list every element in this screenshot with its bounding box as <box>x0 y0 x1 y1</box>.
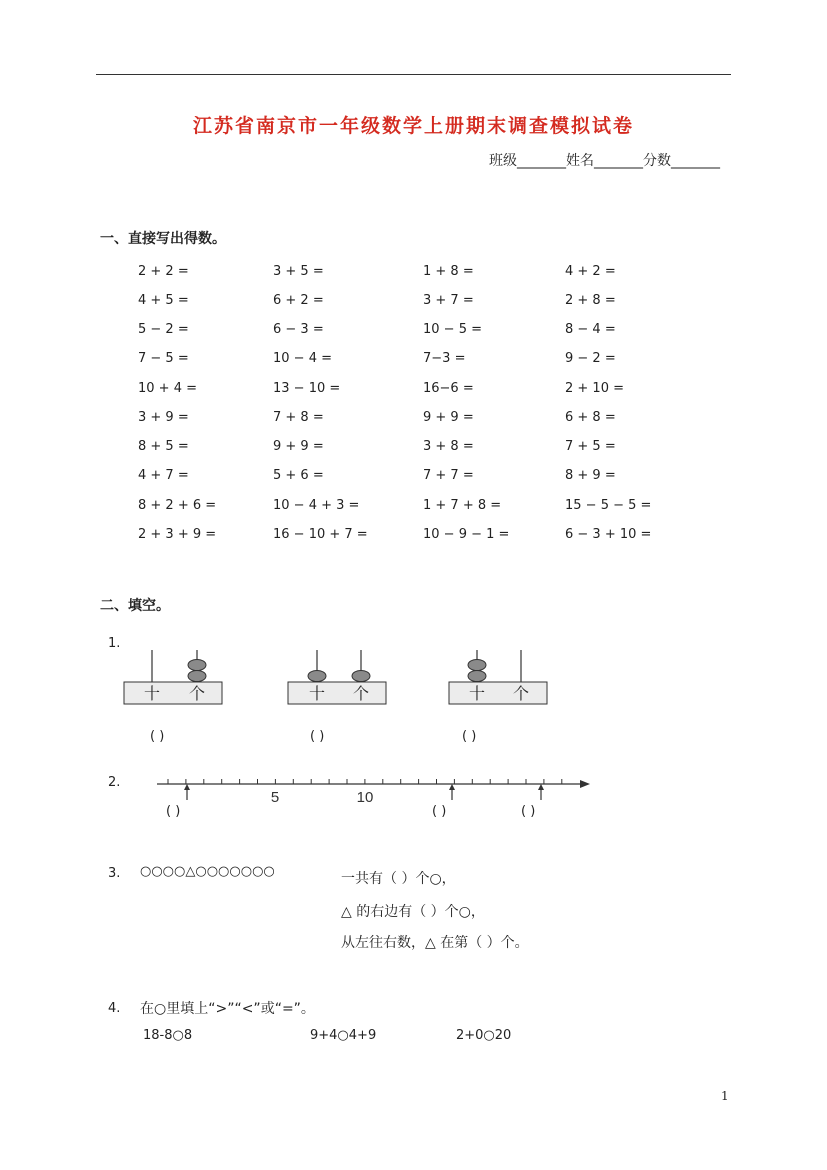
equation-r6-c2: 7 + 8 = <box>273 410 324 425</box>
ones-label: 个 <box>512 684 530 703</box>
equation-r2-c2: 6 + 2 = <box>273 293 324 308</box>
equation-r9-c1: 8 + 2 + 6 = <box>138 498 217 513</box>
ones-label: 个 <box>352 684 370 703</box>
equation-r4-c1: 7 − 5 = <box>138 351 189 366</box>
equation-r5-c1: 10 + 4 = <box>138 381 197 396</box>
tick-label-5: 5 <box>270 789 280 806</box>
equation-r4-c3: 7−3 = <box>423 351 466 366</box>
equation-r2-c3: 3 + 7 = <box>423 293 474 308</box>
equation-r3-c2: 6 − 3 = <box>273 322 324 337</box>
tick-label-10: 10 <box>356 789 374 806</box>
equation-r3-c3: 10 − 5 = <box>423 322 482 337</box>
equation-r6-c3: 9 + 9 = <box>423 410 474 425</box>
compare-item-3: 2+0○20 <box>456 1028 512 1043</box>
equation-r10-c2: 16 − 10 + 7 = <box>273 527 368 542</box>
tens-bead <box>308 671 326 682</box>
abacus-answer-1: ( ) <box>150 729 165 744</box>
equation-r8-c3: 7 + 7 = <box>423 468 474 483</box>
equation-r5-c4: 2 + 10 = <box>565 381 624 396</box>
abacus-base <box>124 682 222 704</box>
q2-number: 2. <box>108 775 121 790</box>
q3-line-3: 从左往右数，△ 在第（ ）个。 <box>341 935 529 951</box>
compare-item-1: 18-8○8 <box>143 1028 193 1043</box>
student-info-line: 班级_______姓名_______分数_______ <box>489 153 720 169</box>
equation-r2-c4: 2 + 8 = <box>565 293 616 308</box>
equation-r2-c1: 4 + 5 = <box>138 293 189 308</box>
numberline-blank-1: ( ) <box>166 804 181 819</box>
number-line <box>0 760 827 830</box>
arrow-marker-3 <box>538 784 544 800</box>
header-rule <box>96 74 731 75</box>
equation-r6-c4: 6 + 8 = <box>565 410 616 425</box>
section1-heading: 一、直接写出得数。 <box>100 231 226 247</box>
equation-r8-c1: 4 + 7 = <box>138 468 189 483</box>
equation-r10-c1: 2 + 3 + 9 = <box>138 527 217 542</box>
numberline-blank-3: ( ) <box>521 804 536 819</box>
tens-bead <box>468 660 486 671</box>
ones-bead <box>188 660 206 671</box>
q3-line-2: △ 的右边有（ ）个○， <box>341 904 485 920</box>
abacus-answer-2: ( ) <box>310 729 325 744</box>
abacus-answer-3: ( ) <box>462 729 477 744</box>
equation-r4-c4: 9 − 2 = <box>565 351 616 366</box>
equation-r9-c4: 15 − 5 − 5 = <box>565 498 652 513</box>
equation-r5-c2: 13 − 10 = <box>273 381 341 396</box>
equation-r9-c3: 1 + 7 + 8 = <box>423 498 502 513</box>
equation-r1-c2: 3 + 5 = <box>273 264 324 279</box>
equation-r5-c3: 16−6 = <box>423 381 474 396</box>
tens-bead <box>468 671 486 682</box>
q4-instruction: 在○里填上“>”“<”或“=”。 <box>140 1001 315 1017</box>
abacus-1 <box>124 650 222 704</box>
ones-bead <box>352 671 370 682</box>
equation-r7-c2: 9 + 9 = <box>273 439 324 454</box>
ones-bead <box>188 671 206 682</box>
arrow-marker-2 <box>449 784 455 800</box>
equation-r3-c1: 5 − 2 = <box>138 322 189 337</box>
equation-r10-c4: 6 − 3 + 10 = <box>565 527 652 542</box>
compare-item-2: 9+4○4+9 <box>310 1028 377 1043</box>
equation-r4-c2: 10 − 4 = <box>273 351 332 366</box>
abacus-2 <box>288 650 386 704</box>
tens-label: 十 <box>308 684 326 703</box>
q4-number: 4. <box>108 1001 121 1016</box>
equation-r7-c4: 7 + 5 = <box>565 439 616 454</box>
equation-r10-c3: 10 − 9 − 1 = <box>423 527 510 542</box>
abacus-figures <box>0 640 827 750</box>
arrow-marker-1 <box>184 784 190 800</box>
ones-label: 个 <box>188 684 206 703</box>
number-line-arrowhead <box>580 780 590 788</box>
page-number: 1 <box>721 1089 729 1103</box>
shape-sequence: ○○○○△○○○○○○○ <box>140 864 275 879</box>
abacus-base <box>449 682 547 704</box>
equation-r8-c4: 8 + 9 = <box>565 468 616 483</box>
tens-label: 十 <box>143 684 161 703</box>
equation-r1-c1: 2 + 2 = <box>138 264 189 279</box>
equation-r7-c1: 8 + 5 = <box>138 439 189 454</box>
equation-r1-c3: 1 + 8 = <box>423 264 474 279</box>
equation-r1-c4: 4 + 2 = <box>565 264 616 279</box>
q3-line-1: 一共有（ ）个○， <box>341 871 456 887</box>
page-title: 江苏省南京市一年级数学上册期末调查模拟试卷 <box>192 115 634 137</box>
equation-r7-c3: 3 + 8 = <box>423 439 474 454</box>
tens-label: 十 <box>468 684 486 703</box>
equation-r6-c1: 3 + 9 = <box>138 410 189 425</box>
equation-r3-c4: 8 − 4 = <box>565 322 616 337</box>
equation-r9-c2: 10 − 4 + 3 = <box>273 498 360 513</box>
equation-r8-c2: 5 + 6 = <box>273 468 324 483</box>
q1-number: 1. <box>108 636 121 651</box>
q3-number: 3. <box>108 866 121 881</box>
numberline-blank-2: ( ) <box>432 804 447 819</box>
abacus-base <box>288 682 386 704</box>
section2-heading: 二、填空。 <box>100 598 170 614</box>
abacus-3 <box>449 650 547 704</box>
